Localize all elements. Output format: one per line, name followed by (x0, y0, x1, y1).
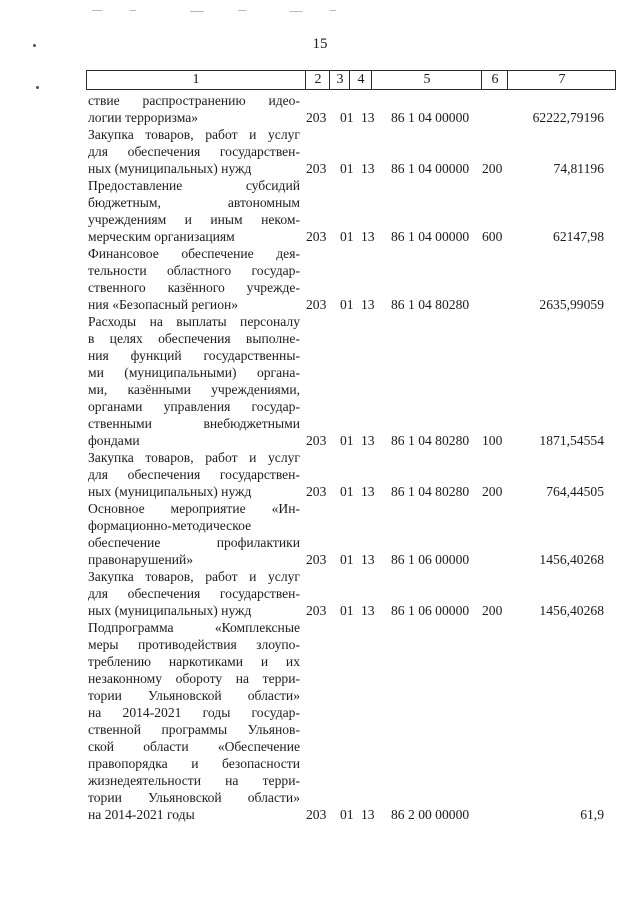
row-8-admin-code: 203 (306, 603, 327, 618)
header-col-4: 4 (349, 71, 372, 89)
row-3-section-code: 01 (340, 229, 354, 244)
row-2-admin-code: 203 (306, 161, 327, 176)
row-9-name-line: незаконному обороту на терри- (88, 671, 300, 686)
row-2-subsection-code: 13 (361, 161, 375, 176)
row-3-subsection-code: 13 (361, 229, 375, 244)
row-3-name-line: бюджетным, автономным (88, 195, 300, 210)
row-3-admin-code: 203 (306, 229, 327, 244)
row-6-expense-type-code: 200 (482, 484, 503, 499)
row-5-amount: 1871,54554 (539, 433, 604, 448)
scan-artifact (92, 10, 102, 11)
row-9-name-line: ской области «Обеспечение (88, 739, 300, 754)
row-5-name-line: ния функций государственны- (88, 348, 300, 363)
row-9-name-line: тории Ульяновской области» (88, 790, 300, 805)
scan-mark (36, 86, 39, 89)
row-5-program-code: 86 1 04 80280 (391, 433, 470, 448)
row-7-subsection-code: 13 (361, 552, 375, 567)
row-1-section-code: 01 (340, 110, 354, 125)
row-9-name-line: треблению наркотиками и их (88, 654, 300, 669)
budget-table-body (0, 92, 640, 852)
row-7-amount: 1456,40268 (539, 552, 604, 567)
row-8-expense-type-code: 200 (482, 603, 503, 618)
header-col-6: 6 (481, 71, 508, 89)
row-3-name-line: мерческим организациям (88, 229, 235, 244)
row-8-name-line: Закупка товаров, работ и услуг (88, 569, 300, 584)
row-3-name-line: Предоставление субсидий (88, 178, 300, 193)
header-col-7: 7 (507, 71, 616, 89)
header-col-1: 1 (192, 72, 200, 87)
row-5-name-line: ственными внебюджетными (88, 416, 300, 431)
row-6-name-line: для обеспечения государствен- (88, 467, 300, 482)
row-8-amount: 1456,40268 (539, 603, 604, 618)
row-7-name-line: обеспечение профилактики (88, 535, 300, 550)
scan-artifact (238, 10, 246, 11)
row-6-program-code: 86 1 04 80280 (391, 484, 470, 499)
row-9-name-line: тории Ульяновской области» (88, 688, 300, 703)
row-5-name-line: в целях обеспечения выполне- (88, 331, 300, 346)
row-5-name-line: органами управления государ- (88, 399, 300, 414)
row-1-subsection-code: 13 (361, 110, 375, 125)
row-3-name-line: учреждениям и иным неком- (88, 212, 300, 227)
scan-artifact (330, 10, 336, 11)
row-6-admin-code: 203 (306, 484, 327, 499)
row-6-section-code: 01 (340, 484, 354, 499)
row-9-name-line: жизнедеятельности на терри- (88, 773, 300, 788)
row-8-name-line: ных (муниципальных) нужд (88, 603, 252, 618)
row-4-name-line: ственного казённого учрежде- (88, 280, 300, 295)
row-9-section-code: 01 (340, 807, 354, 822)
row-9-name-line: ственной программы Ульянов- (88, 722, 300, 737)
row-3-program-code: 86 1 04 00000 (391, 229, 470, 244)
row-5-name-line: фондами (88, 433, 140, 448)
row-5-subsection-code: 13 (361, 433, 375, 448)
page-number: 15 (312, 36, 328, 52)
row-5-name-line: Расходы на выплаты персоналу (88, 314, 300, 329)
row-9-admin-code: 203 (306, 807, 327, 822)
scan-artifact (190, 11, 204, 12)
row-7-program-code: 86 1 06 00000 (391, 552, 470, 567)
row-7-name-line: правонарушений» (88, 552, 194, 567)
row-9-name-line: Подпрограмма «Комплексные (88, 620, 300, 635)
row-6-name-line: Закупка товаров, работ и услуг (88, 450, 300, 465)
row-1-name-line: ствие распространению идео- (88, 93, 300, 108)
header-col-5: 5 (371, 71, 482, 89)
row-5-name-line: ми, казёнными учреждениями, (88, 382, 300, 397)
row-9-name-line: на 2014-2021 годы государ- (88, 705, 300, 720)
row-4-admin-code: 203 (306, 297, 327, 312)
row-3-amount: 62147,98 (553, 229, 604, 244)
row-4-section-code: 01 (340, 297, 354, 312)
header-col-3: 3 (329, 71, 350, 89)
row-2-name-line: для обеспечения государствен- (88, 144, 300, 159)
row-2-name-line: ных (муниципальных) нужд (88, 161, 252, 176)
row-4-amount: 2635,99059 (539, 297, 604, 312)
row-9-name-line: правопорядка и безопасности (88, 756, 300, 771)
row-2-section-code: 01 (340, 161, 354, 176)
row-5-section-code: 01 (340, 433, 354, 448)
row-4-name-line: Финансовое обеспечение дея- (88, 246, 300, 261)
row-1-program-code: 86 1 04 00000 (391, 110, 470, 125)
row-8-name-line: для обеспечения государствен- (88, 586, 300, 601)
row-9-name-line: меры противодействия злоупо- (88, 637, 300, 652)
row-7-admin-code: 203 (306, 552, 327, 567)
row-4-name-line: тельности областного государ- (88, 263, 300, 278)
row-2-name-line: Закупка товаров, работ и услуг (88, 127, 300, 142)
row-4-name-line: ния «Безопасный регион» (88, 297, 239, 312)
row-4-subsection-code: 13 (361, 297, 375, 312)
row-6-name-line: ных (муниципальных) нужд (88, 484, 252, 499)
row-5-expense-type-code: 100 (482, 433, 503, 448)
row-8-program-code: 86 1 06 00000 (391, 603, 470, 618)
row-9-subsection-code: 13 (361, 807, 375, 822)
row-2-amount: 74,81196 (553, 161, 604, 176)
row-1-admin-code: 203 (306, 110, 327, 125)
row-1-name-line: логии терроризма» (88, 110, 199, 125)
table-header-row (86, 70, 616, 90)
row-7-name-line: Основное мероприятие «Ин- (88, 501, 300, 516)
row-6-amount: 764,44505 (546, 484, 604, 499)
row-4-program-code: 86 1 04 80280 (391, 297, 470, 312)
row-9-amount: 61,9 (580, 807, 604, 822)
scan-artifact (290, 11, 302, 12)
row-6-subsection-code: 13 (361, 484, 375, 499)
row-5-admin-code: 203 (306, 433, 327, 448)
row-2-expense-type-code: 200 (482, 161, 503, 176)
row-9-program-code: 86 2 00 00000 (391, 807, 470, 822)
scan-artifact (130, 10, 136, 11)
row-3-expense-type-code: 600 (482, 229, 503, 244)
row-7-section-code: 01 (340, 552, 354, 567)
row-1-amount: 62222,79196 (532, 110, 604, 125)
row-9-name-line: на 2014-2021 годы (88, 807, 195, 822)
row-5-name-line: ми (муниципальными) органа- (88, 365, 300, 380)
row-8-subsection-code: 13 (361, 603, 375, 618)
row-2-program-code: 86 1 04 00000 (391, 161, 470, 176)
row-7-name-line: формационно-методическое (88, 518, 252, 533)
header-col-2: 2 (305, 71, 330, 89)
row-8-section-code: 01 (340, 603, 354, 618)
